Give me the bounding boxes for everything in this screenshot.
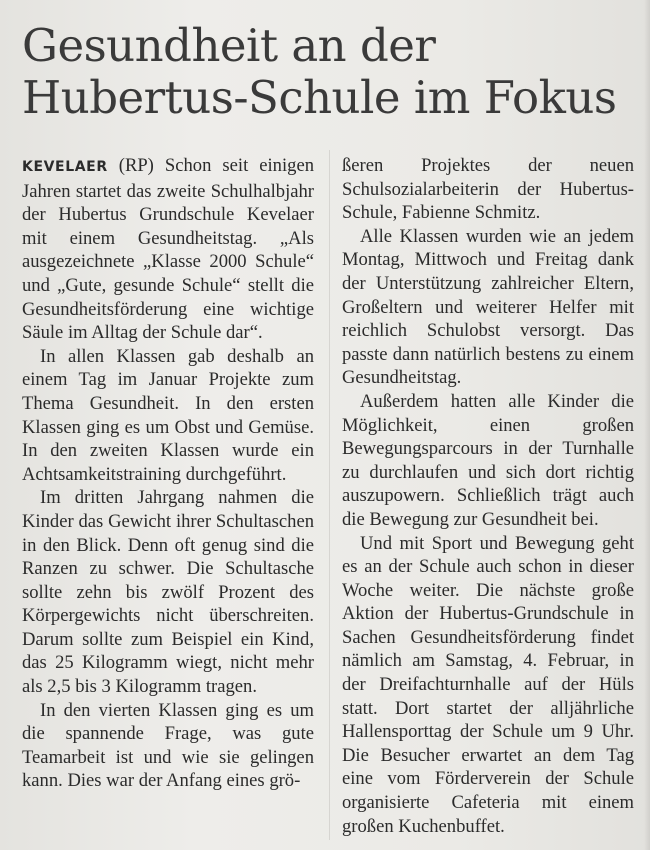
paragraph: In den vierten Klassen ging es um die spannende Frage, was gute Teamarbeit ist und wie sie gelingen kann. Dies war der Anfang eines grö- [22,699,314,792]
paragraph: ßeren Projektes der neuen Schulsozialarbeiterin der Hubertus-Schule, Fabienne Schmitz. [342,155,634,224]
paragraph: Und mit Sport und Bewegung geht es an der Schule auch schon in dieser Woche weiter. Die nächste große Aktion der Hubertus-Grundschule in Sachen Gesundheitsförderung findet nämlich am Samstag, 4. Februar, in der Dreifachturnhalle auf der Hüls statt. Dort startet der alljährliche Hallensporttag der Schule um 9 Uhr. Die Besucher erwartet an dem Tag eine vom Förderverein der Schule organisierte Cafeteria mit einem großen Kuchenbuffet. [342,532,634,837]
paragraph [22,154,314,345]
article-column-2 [342,154,634,838]
article-headline [22,20,622,124]
column-gutter [329,150,330,840]
paragraph: Im dritten Jahrgang nahmen die Kinder das Gewicht ihrer Schultaschen in den Blick. Denn oft genug sind die Ranzen zu schwer. Die Schultasche sollte zehn bis zwölf Prozent des Körpergewichts nicht überschreiten. Darum sollte zum Beispiel ein Kind, das 25 Kilogramm wiegt, nicht mehr als 2,5 bis 3 Kilogramm tragen. [22,487,314,698]
dateline: KEVELAER [22,159,108,175]
headline-line-2: Hubertus-Schule im Fokus [22,71,617,124]
headline-line-1: Gesundheit an der [22,19,436,72]
article-column-1 [22,154,314,793]
page-edge-shadow [644,0,650,850]
paragraph-text: (RP) Schon seit einigen Jahren startet das zweite Schulhalbjahr der Hubertus Grundschule Kevelaer mit einem Gesundheitstag. „Als ausgezeichnete „Klasse 2000 Schule“ und „Gute, gesunde Schule“ stellt die Gesundheitsförderung eine wichtige Säule im Alltag der Schule dar“. [22,155,314,344]
paragraph: Alle Klassen wurden wie an jedem Montag, Mittwoch und Freitag dank der Unterstützung zahlreicher Eltern, Großeltern und weiterer Helfer mit reichlich Schulobst versorgt. Das passte dann natürlich bestens zu einem Gesundheitstag. [342,225,634,389]
paragraph: Außerdem hatten alle Kinder die Möglichkeit, einen großen Bewegungsparcours in der Turnhalle zu durchlaufen und sich dort richtig auszupowern. Schließlich trägt auch die Bewegung zur Gesundheit bei. [342,390,634,530]
paragraph: In allen Klassen gab deshalb an einem Tag im Januar Projekte zum Thema Gesundheit. In den ersten Klassen ging es um Obst und Gemüse. In den zweiten Klassen wurde ein Achtsamkeitstraining durchgeführt. [22,345,314,485]
